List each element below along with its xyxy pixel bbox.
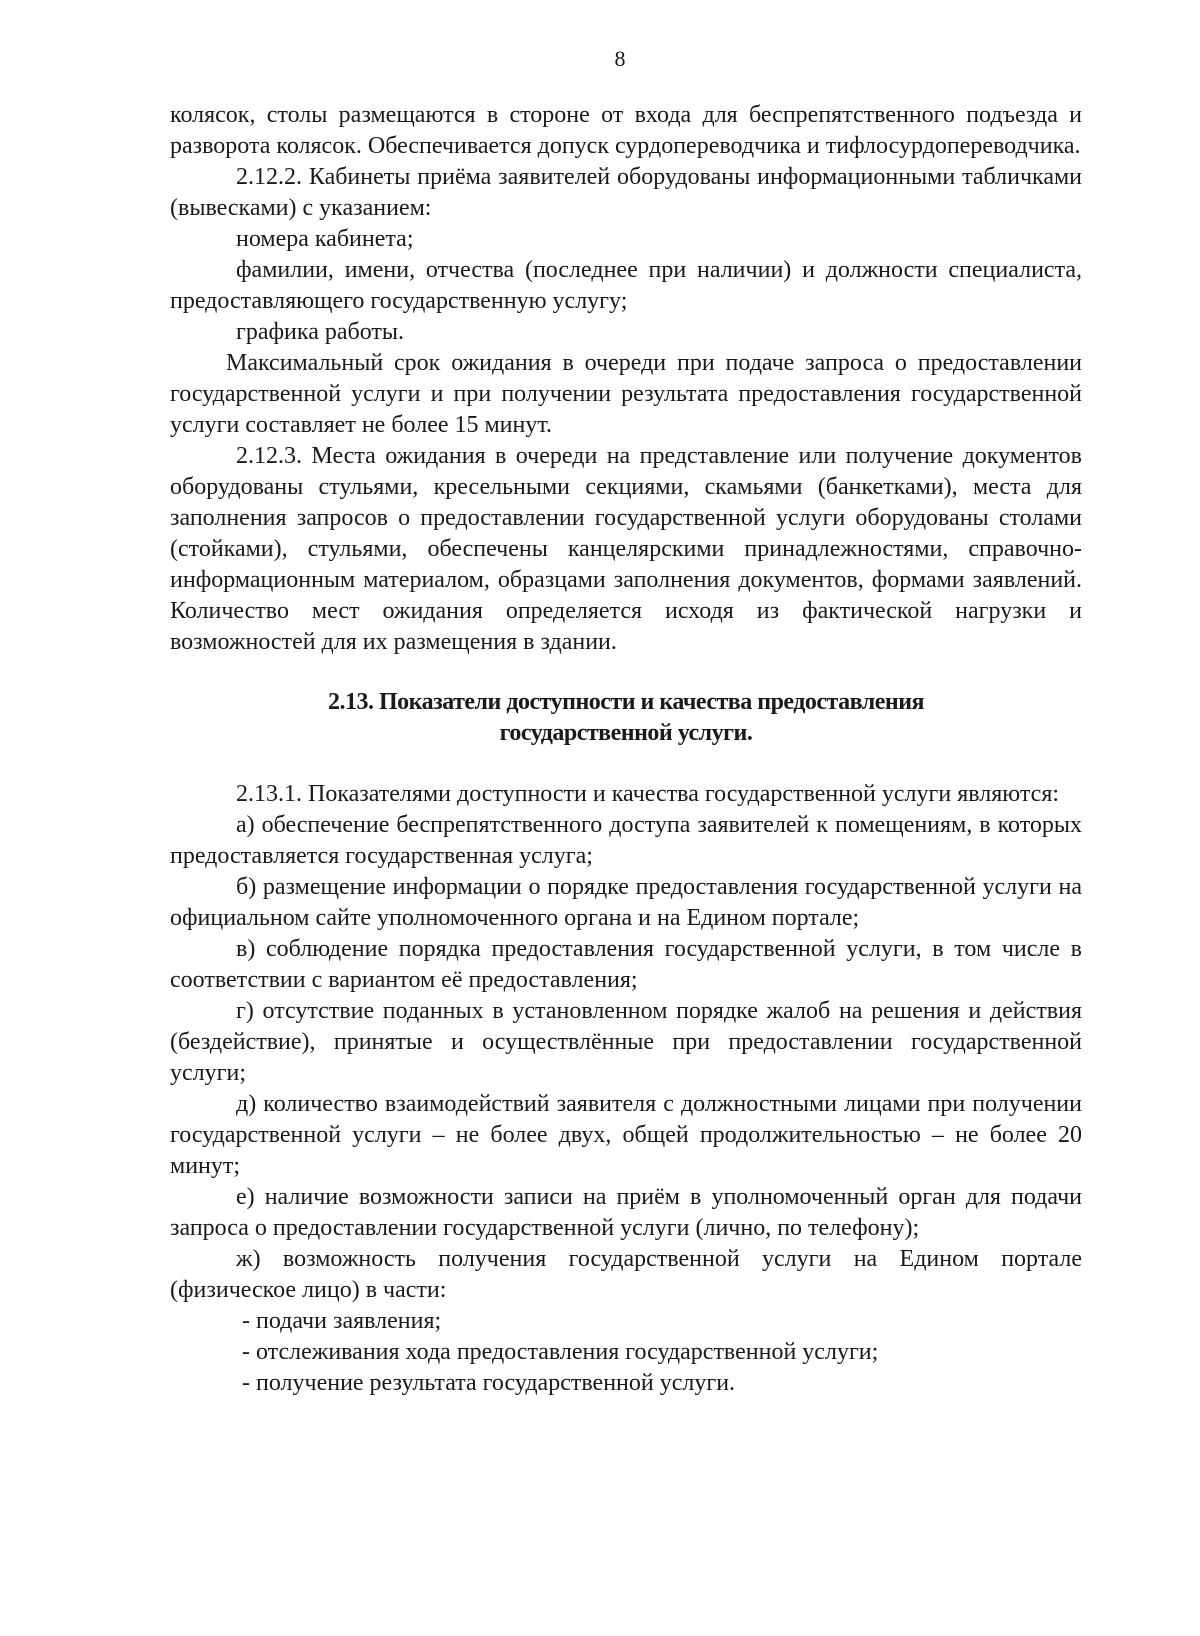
list-item-work-schedule: графика работы. <box>236 319 404 345</box>
paragraph-continuation: колясок, столы размещаются в стороне от входа для беспрепятственного подъезда и разворота колясок. Обеспечивается допуск сурдопереводчика и тифлосурдопереводчика. <box>170 102 1082 159</box>
indicator-item-e: е) наличие возможности записи на приём в уполномоченный орган для подачи запроса о предоставлении государственной услуги (лично, по телефону); <box>170 1184 1082 1241</box>
indicator-item-v: в) соблюдение порядка предоставления государственной услуги, в том числе в соответствии с вариантом её предоставления; <box>170 936 1082 993</box>
section-heading-line-1: 2.13. Показатели доступности и качества предоставления <box>327 689 925 715</box>
page-number: 8 <box>614 46 626 71</box>
paragraph-2-13-1: 2.13.1. Показателями доступности и качества государственной услуги являются: <box>236 781 1060 807</box>
indicator-item-a: а) обеспечение беспрепятственного доступа заявителей к помещениям, в которых предоставляется государственная услуга; <box>170 812 1082 869</box>
paragraph-2-12-2: 2.12.2. Кабинеты приёма заявителей оборудованы информационными табличками (вывесками) с указанием: <box>170 164 1082 221</box>
paragraph-2-12-3: 2.12.3. Места ожидания в очереди на представление или получение документов оборудованы стульями, кресельными секциями, скамьями (банкетками), места для заполнения запросов о предоставлении государственной услуги оборудованы столами (стойками), стульями, обеспечены канцелярскими принадлежностями, справочно-информационным материалом, образцами заполнения документов, формами заявлений. Количество мест ожидания определяется исходя из фактической нагрузки и возможностей для их размещения в здании. <box>170 443 1082 655</box>
section-heading-line-2: государственной услуги. <box>499 720 753 746</box>
paragraph-max-waiting-time: Максимальный срок ожидания в очереди при подаче запроса о предоставлении государственной услуги и при получении результата предоставления государственной услуги составляет не более 15 минут. <box>170 350 1082 438</box>
document-body <box>170 100 1082 1399</box>
dash-item-submit-application: - подачи заявления; <box>242 1308 442 1334</box>
section-heading-2-13 <box>170 687 1082 749</box>
indicator-item-d: д) количество взаимодействий заявителя с должностными лицами при получении государственной услуги – не более двух, общей продолжительностью – не более 20 минут; <box>170 1091 1082 1179</box>
dash-item-track-progress: - отслеживания хода предоставления государственной услуги; <box>242 1339 879 1365</box>
indicator-item-b: б) размещение информации о порядке предоставления государственной услуги на официальном сайте уполномоченного органа и на Едином портале; <box>170 874 1082 931</box>
list-item-room-number: номера кабинета; <box>236 226 414 252</box>
dash-item-get-result: - получение результата государственной услуги. <box>242 1370 736 1396</box>
indicator-item-g: г) отсутствие поданных в установленном порядке жалоб на решения и действия (бездействие), принятые и осуществлённые при предоставлении государственной услуги; <box>170 998 1082 1086</box>
list-item-specialist-name: фамилии, имени, отчества (последнее при наличии) и должности специалиста, предоставляющего государственную услугу; <box>170 257 1082 314</box>
indicator-item-zh: ж) возможность получения государственной услуги на Едином портале (физическое лицо) в части: <box>170 1246 1082 1303</box>
